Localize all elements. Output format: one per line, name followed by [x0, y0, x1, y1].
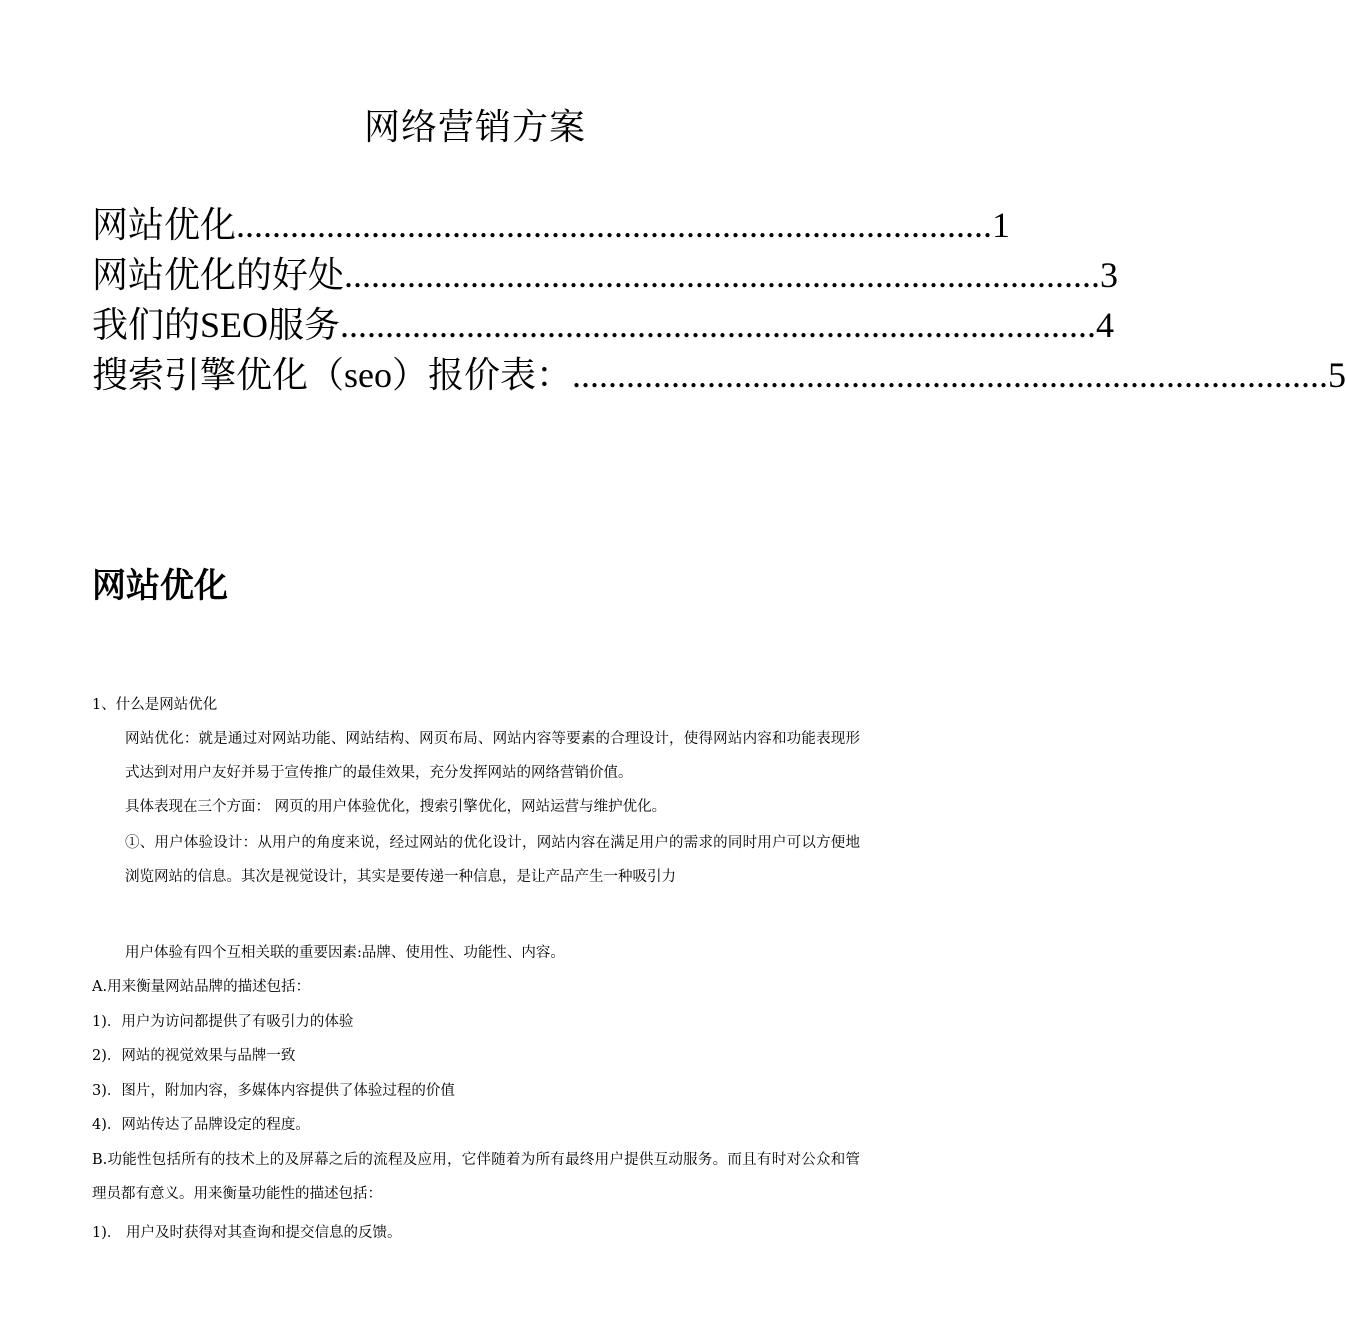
section-heading: 网站优化	[92, 566, 228, 606]
toc-entry-label: 网站优化的好处	[92, 255, 345, 295]
toc-entry-label: 我们的SEO服务	[92, 305, 341, 345]
toc-page-number: 4	[1096, 305, 1115, 345]
toc-page-number: 1	[992, 205, 1011, 245]
list-item: 3)．图片，附加内容，多媒体内容提供了体验过程的价值	[92, 1083, 455, 1099]
document-title: 网络营销方案	[363, 107, 586, 148]
paragraph: 用户体验有四个互相关联的重要因素:品牌、使用性、功能性、内容。	[125, 945, 565, 961]
toc-entry[interactable]	[92, 250, 1119, 300]
paragraph: 网站优化：就是通过对网站功能、网站结构、网页布局、网站内容等要素的合理设计，使得网站内容和功能表现形式达到对用户友好并易于宣传推广的最佳效果，充分发挥网站的网络营销价值。	[125, 731, 860, 781]
paragraph: ①、用户体验设计：从用户的角度来说，经过网站的优化设计，网站内容在满足用户的需求的同时用户可以方便地浏览网站的信息。其次是视觉设计，其实是要传递一种信息，是让产品产生一种吸引力	[125, 835, 860, 885]
toc-entry-label: 网站优化	[92, 205, 237, 245]
toc-entry[interactable]	[92, 200, 1011, 250]
toc-page-number: 5	[1328, 355, 1346, 395]
list-item: 1)． 用户及时获得对其查询和提交信息的反馈。	[92, 1225, 402, 1241]
paragraph-heading: 1、什么是网站优化	[92, 697, 218, 713]
list-item: 4)．网站传达了品牌设定的程度。	[92, 1117, 310, 1133]
toc-leader-dots: ....................................................................................	[572, 355, 1328, 395]
toc-leader-dots: ....................................................................................	[236, 205, 993, 245]
list-item: 1)．用户为访问都提供了有吸引力的体验	[92, 1014, 354, 1030]
paragraph: 具体表现在三个方面： 网页的用户体验优化，搜索引擎优化，网站运营与维护优化。	[125, 799, 667, 815]
list-heading: B.功能性包括所有的技术上的及屏幕之后的流程及应用，它伴随着为所有最终用户提供互动服务。而且有时对公众和管理员都有意义。用来衡量功能性的描述包括：	[92, 1152, 860, 1202]
list-item: 2)．网站的视觉效果与品牌一致	[92, 1048, 296, 1064]
list-heading: A.用来衡量网站品牌的描述包括：	[92, 979, 311, 995]
toc-entry[interactable]	[92, 300, 1115, 350]
toc-page-number: 3	[1100, 255, 1119, 295]
toc-leader-dots: ....................................................................................	[344, 255, 1101, 295]
toc-leader-dots: ....................................................................................	[340, 305, 1097, 345]
toc-entry-label: 搜索引擎优化（seo）报价表：	[92, 355, 572, 395]
toc-entry[interactable]	[92, 350, 1346, 400]
table-of-contents	[92, 200, 1346, 400]
